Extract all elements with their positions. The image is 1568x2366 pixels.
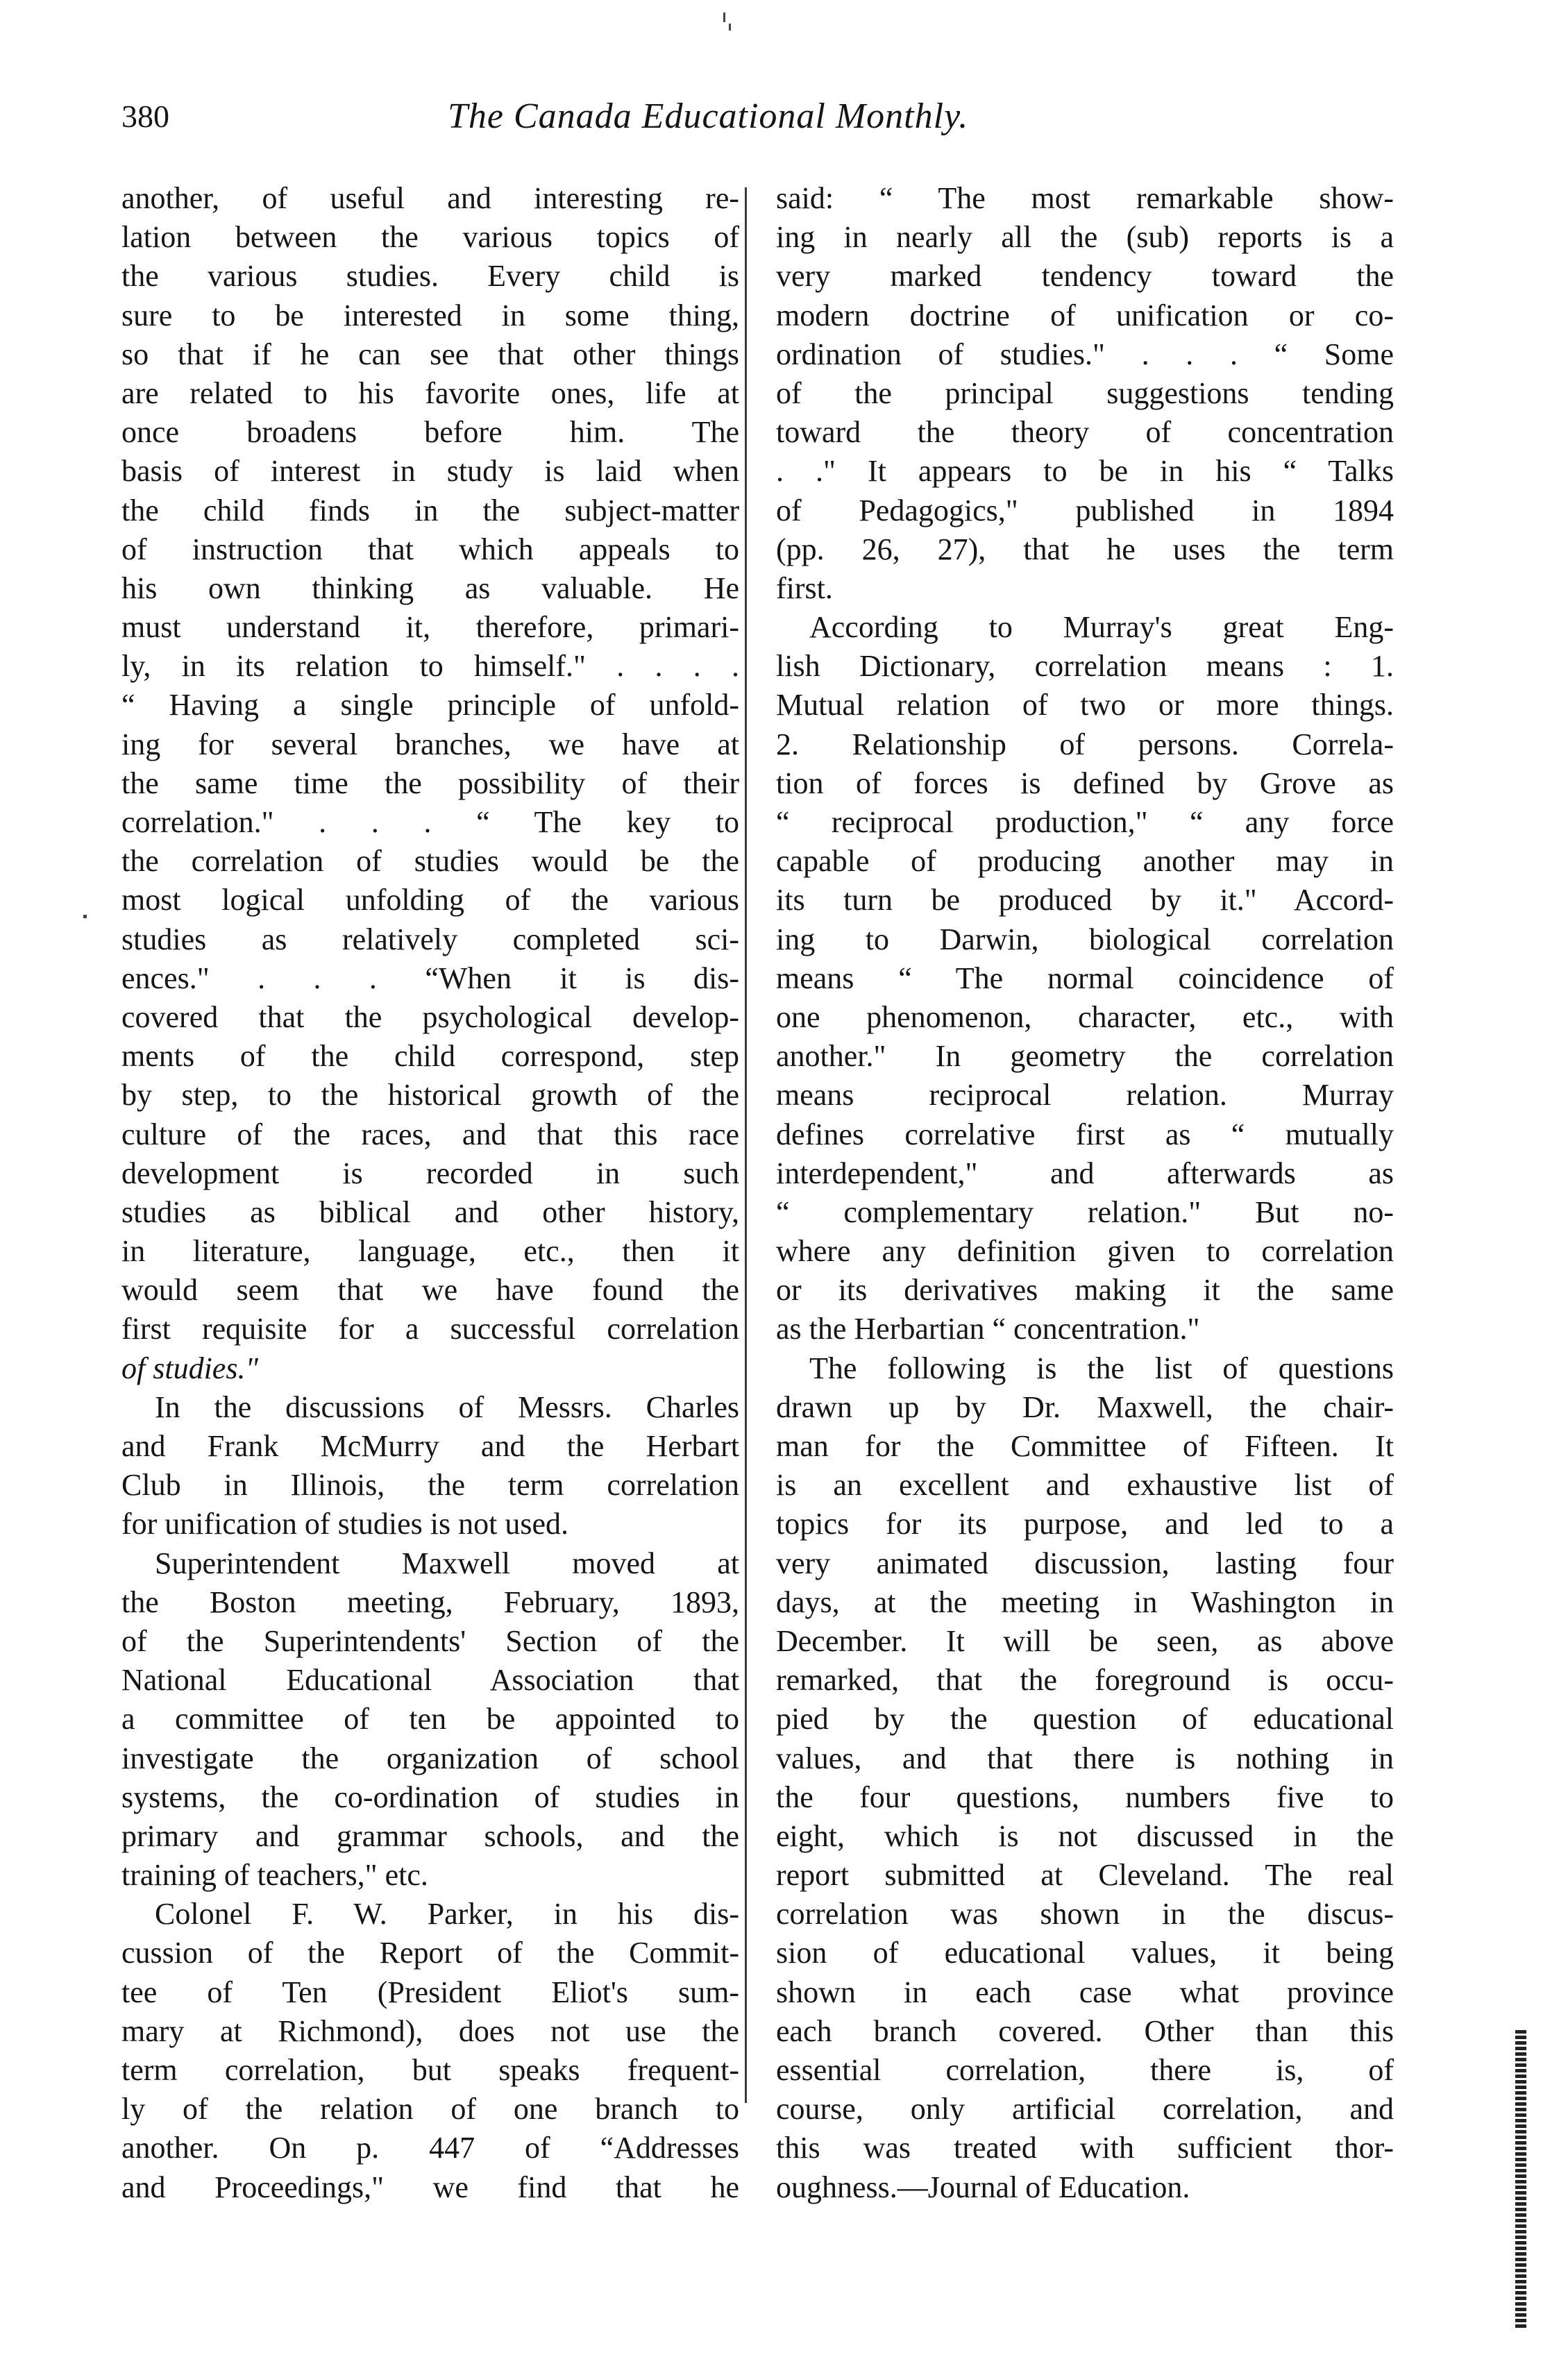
text-line: very marked tendency toward the: [776, 259, 1394, 294]
print-speck: [723, 12, 725, 22]
text-line: said: “ The most remarkable show-: [776, 181, 1394, 215]
text-line: pied by the question of educational: [776, 1702, 1394, 1737]
text-line: According to Murray's great Eng-: [809, 610, 1394, 645]
text-line: ly of the relation of one branch to: [121, 2092, 739, 2127]
text-line: studies as relatively completed sci-: [121, 922, 739, 956]
text-line: shown in each case what province: [776, 1975, 1394, 2009]
text-line: remarked, that the foreground is occu-: [776, 1663, 1394, 1698]
text-line: mary at Richmond), does not use the: [121, 2013, 739, 2048]
text-line: its turn be produced by it." Accord-: [776, 883, 1394, 918]
text-line: interdependent," and afterwards as: [776, 1156, 1394, 1190]
text-line: in literature, language, etc., then it: [121, 1234, 739, 1269]
text-line: so that if he can see that other things: [121, 337, 739, 371]
text-line: and Proceedings," we find that he: [121, 2170, 739, 2204]
text-line: ing to Darwin, biological correlation: [776, 922, 1394, 956]
text-line: capable of producing another may in: [776, 844, 1394, 879]
text-line: very animated discussion, lasting four: [776, 1546, 1394, 1580]
text-line: the correlation of studies would be the: [121, 844, 739, 879]
text-line: term correlation, but speaks frequent-: [121, 2053, 739, 2087]
text-line: studies as biblical and other history,: [121, 1194, 739, 1229]
text-line: training of teachers," etc.: [121, 1858, 428, 1893]
text-line: are related to his favorite ones, life at: [121, 375, 739, 410]
text-line: “ Having a single principle of unfold-: [121, 688, 739, 723]
text-line: days, at the meeting in Washington in: [776, 1585, 1394, 1619]
text-line: tee of Ten (President Eliot's sum-: [121, 1975, 739, 2009]
right-column: [776, 179, 1394, 2207]
text-line: a committee of ten be appointed to: [121, 1702, 739, 1737]
text-line: first.: [776, 571, 833, 605]
text-line: another." In geometry the correlation: [776, 1039, 1394, 1074]
text-line: sure to be interested in some thing,: [121, 298, 739, 332]
text-line: development is recorded in such: [121, 1156, 739, 1190]
text-line: first requisite for a successful correlation: [121, 1312, 739, 1346]
text-line: Colonel F. W. Parker, in his dis-: [155, 1897, 739, 1932]
text-line: of the principal suggestions tending: [776, 375, 1394, 410]
text-line: sion of educational values, it being: [776, 1936, 1394, 1970]
text-line: systems, the co-ordination of studies in: [121, 1780, 739, 1814]
text-line: ordination of studies." . . . “ Some: [776, 337, 1394, 371]
text-line: ments of the child correspond, step: [121, 1039, 739, 1074]
text-line: means reciprocal relation. Murray: [776, 1078, 1394, 1113]
text-line: must understand it, therefore, primari-: [121, 610, 739, 645]
text-line: values, and that there is nothing in: [776, 1741, 1394, 1775]
scan-edge-mark: [1515, 2030, 1526, 2329]
column-divider: [745, 187, 747, 2103]
text-line: for unification of studies is not used.: [121, 1507, 569, 1541]
text-line: ing in nearly all the (sub) reports is a: [776, 220, 1394, 255]
text-line: modern doctrine of unification or co-: [776, 298, 1394, 332]
print-speck: [83, 915, 87, 918]
text-line: Club in Illinois, the term correlation: [121, 1468, 739, 1503]
text-line: 2. Relationship of persons. Correla-: [776, 727, 1394, 761]
text-line: correlation was shown in the discus-: [776, 1897, 1394, 1932]
text-line: of the Superintendents' Section of the: [121, 1623, 739, 1658]
text-line: cussion of the Report of the Commit-: [121, 1936, 739, 1970]
text-line: the four questions, numbers five to: [776, 1780, 1394, 1814]
text-line: tion of forces is defined by Grove as: [776, 766, 1394, 800]
text-line: another, of useful and interesting re-: [121, 181, 739, 215]
text-line: the child finds in the subject-matter: [121, 493, 739, 527]
text-line: Mutual relation of two or more things.: [776, 688, 1394, 723]
text-line: each branch covered. Other than this: [776, 2013, 1394, 2048]
text-line: man for the Committee of Fifteen. It: [776, 1429, 1394, 1463]
text-line: where any definition given to correlation: [776, 1234, 1394, 1269]
text-line: National Educational Association that: [121, 1663, 739, 1698]
text-line: most logical unfolding of the various: [121, 883, 739, 918]
text-line: ences." . . . “When it is dis-: [121, 961, 739, 995]
text-line: by step, to the historical growth of the: [121, 1078, 739, 1113]
text-line: Superintendent Maxwell moved at: [155, 1546, 739, 1580]
text-line: ing for several branches, we have at: [121, 727, 739, 761]
print-speck: [729, 24, 731, 31]
text-line: (pp. 26, 27), that he uses the term: [776, 532, 1394, 566]
text-line: covered that the psychological develop-: [121, 999, 739, 1034]
text-line: once broadens before him. The: [121, 415, 739, 450]
page-header: [121, 82, 1114, 158]
text-line: primary and grammar schools, and the: [121, 1818, 739, 1853]
text-line: lish Dictionary, correlation means : 1.: [776, 649, 1394, 684]
text-line: The following is the list of questions: [809, 1351, 1394, 1385]
text-line: of Pedagogics," published in 1894: [776, 493, 1394, 527]
text-line: December. It will be seen, as above: [776, 1623, 1394, 1658]
text-line: would seem that we have found the: [121, 1273, 739, 1308]
text-line: essential correlation, there is, of: [776, 2053, 1394, 2087]
text-line: another. On p. 447 of “Addresses: [121, 2131, 739, 2165]
text-line: course, only artificial correlation, and: [776, 2092, 1394, 2127]
running-title: The Canada Educational Monthly.: [448, 96, 969, 136]
text-line: topics for its purpose, and led to a: [776, 1507, 1394, 1541]
text-line: oughness.—Journal of Education.: [776, 2170, 1190, 2204]
text-line: the Boston meeting, February, 1893,: [121, 1585, 739, 1619]
text-line: the same time the possibility of their: [121, 766, 739, 800]
text-line: and Frank McMurry and the Herbart: [121, 1429, 739, 1463]
text-line: toward the theory of concentration: [776, 415, 1394, 450]
text-line: defines correlative first as “ mutually: [776, 1117, 1394, 1151]
text-line: is an excellent and exhaustive list of: [776, 1468, 1394, 1503]
text-line: of studies.": [121, 1351, 258, 1385]
text-line: lation between the various topics of: [121, 220, 739, 255]
text-line: “ reciprocal production," “ any force: [776, 805, 1394, 839]
text-line: ly, in its relation to himself." . . . .: [121, 649, 739, 684]
text-line: this was treated with sufficient thor-: [776, 2131, 1394, 2165]
text-line: drawn up by Dr. Maxwell, the chair-: [776, 1389, 1394, 1424]
text-line: basis of interest in study is laid when: [121, 454, 739, 489]
text-line: . ." It appears to be in his “ Talks: [776, 454, 1394, 489]
text-line: or its derivatives making it the same: [776, 1273, 1394, 1308]
text-line: one phenomenon, character, etc., with: [776, 999, 1394, 1034]
text-line: investigate the organization of school: [121, 1741, 739, 1775]
page-number: 380: [121, 99, 169, 134]
text-line: as the Herbartian “ concentration.": [776, 1312, 1200, 1346]
text-line: eight, which is not discussed in the: [776, 1818, 1394, 1853]
text-line: correlation." . . . “ The key to: [121, 805, 739, 839]
text-line: In the discussions of Messrs. Charles: [155, 1389, 739, 1424]
text-line: of instruction that which appeals to: [121, 532, 739, 566]
text-line: the various studies. Every child is: [121, 259, 739, 294]
left-column: [121, 179, 739, 2207]
text-line: his own thinking as valuable. He: [121, 571, 739, 605]
text-line: “ complementary relation." But no-: [776, 1194, 1394, 1229]
text-line: culture of the races, and that this race: [121, 1117, 739, 1151]
text-line: report submitted at Cleveland. The real: [776, 1858, 1394, 1893]
text-line: means “ The normal coincidence of: [776, 961, 1394, 995]
